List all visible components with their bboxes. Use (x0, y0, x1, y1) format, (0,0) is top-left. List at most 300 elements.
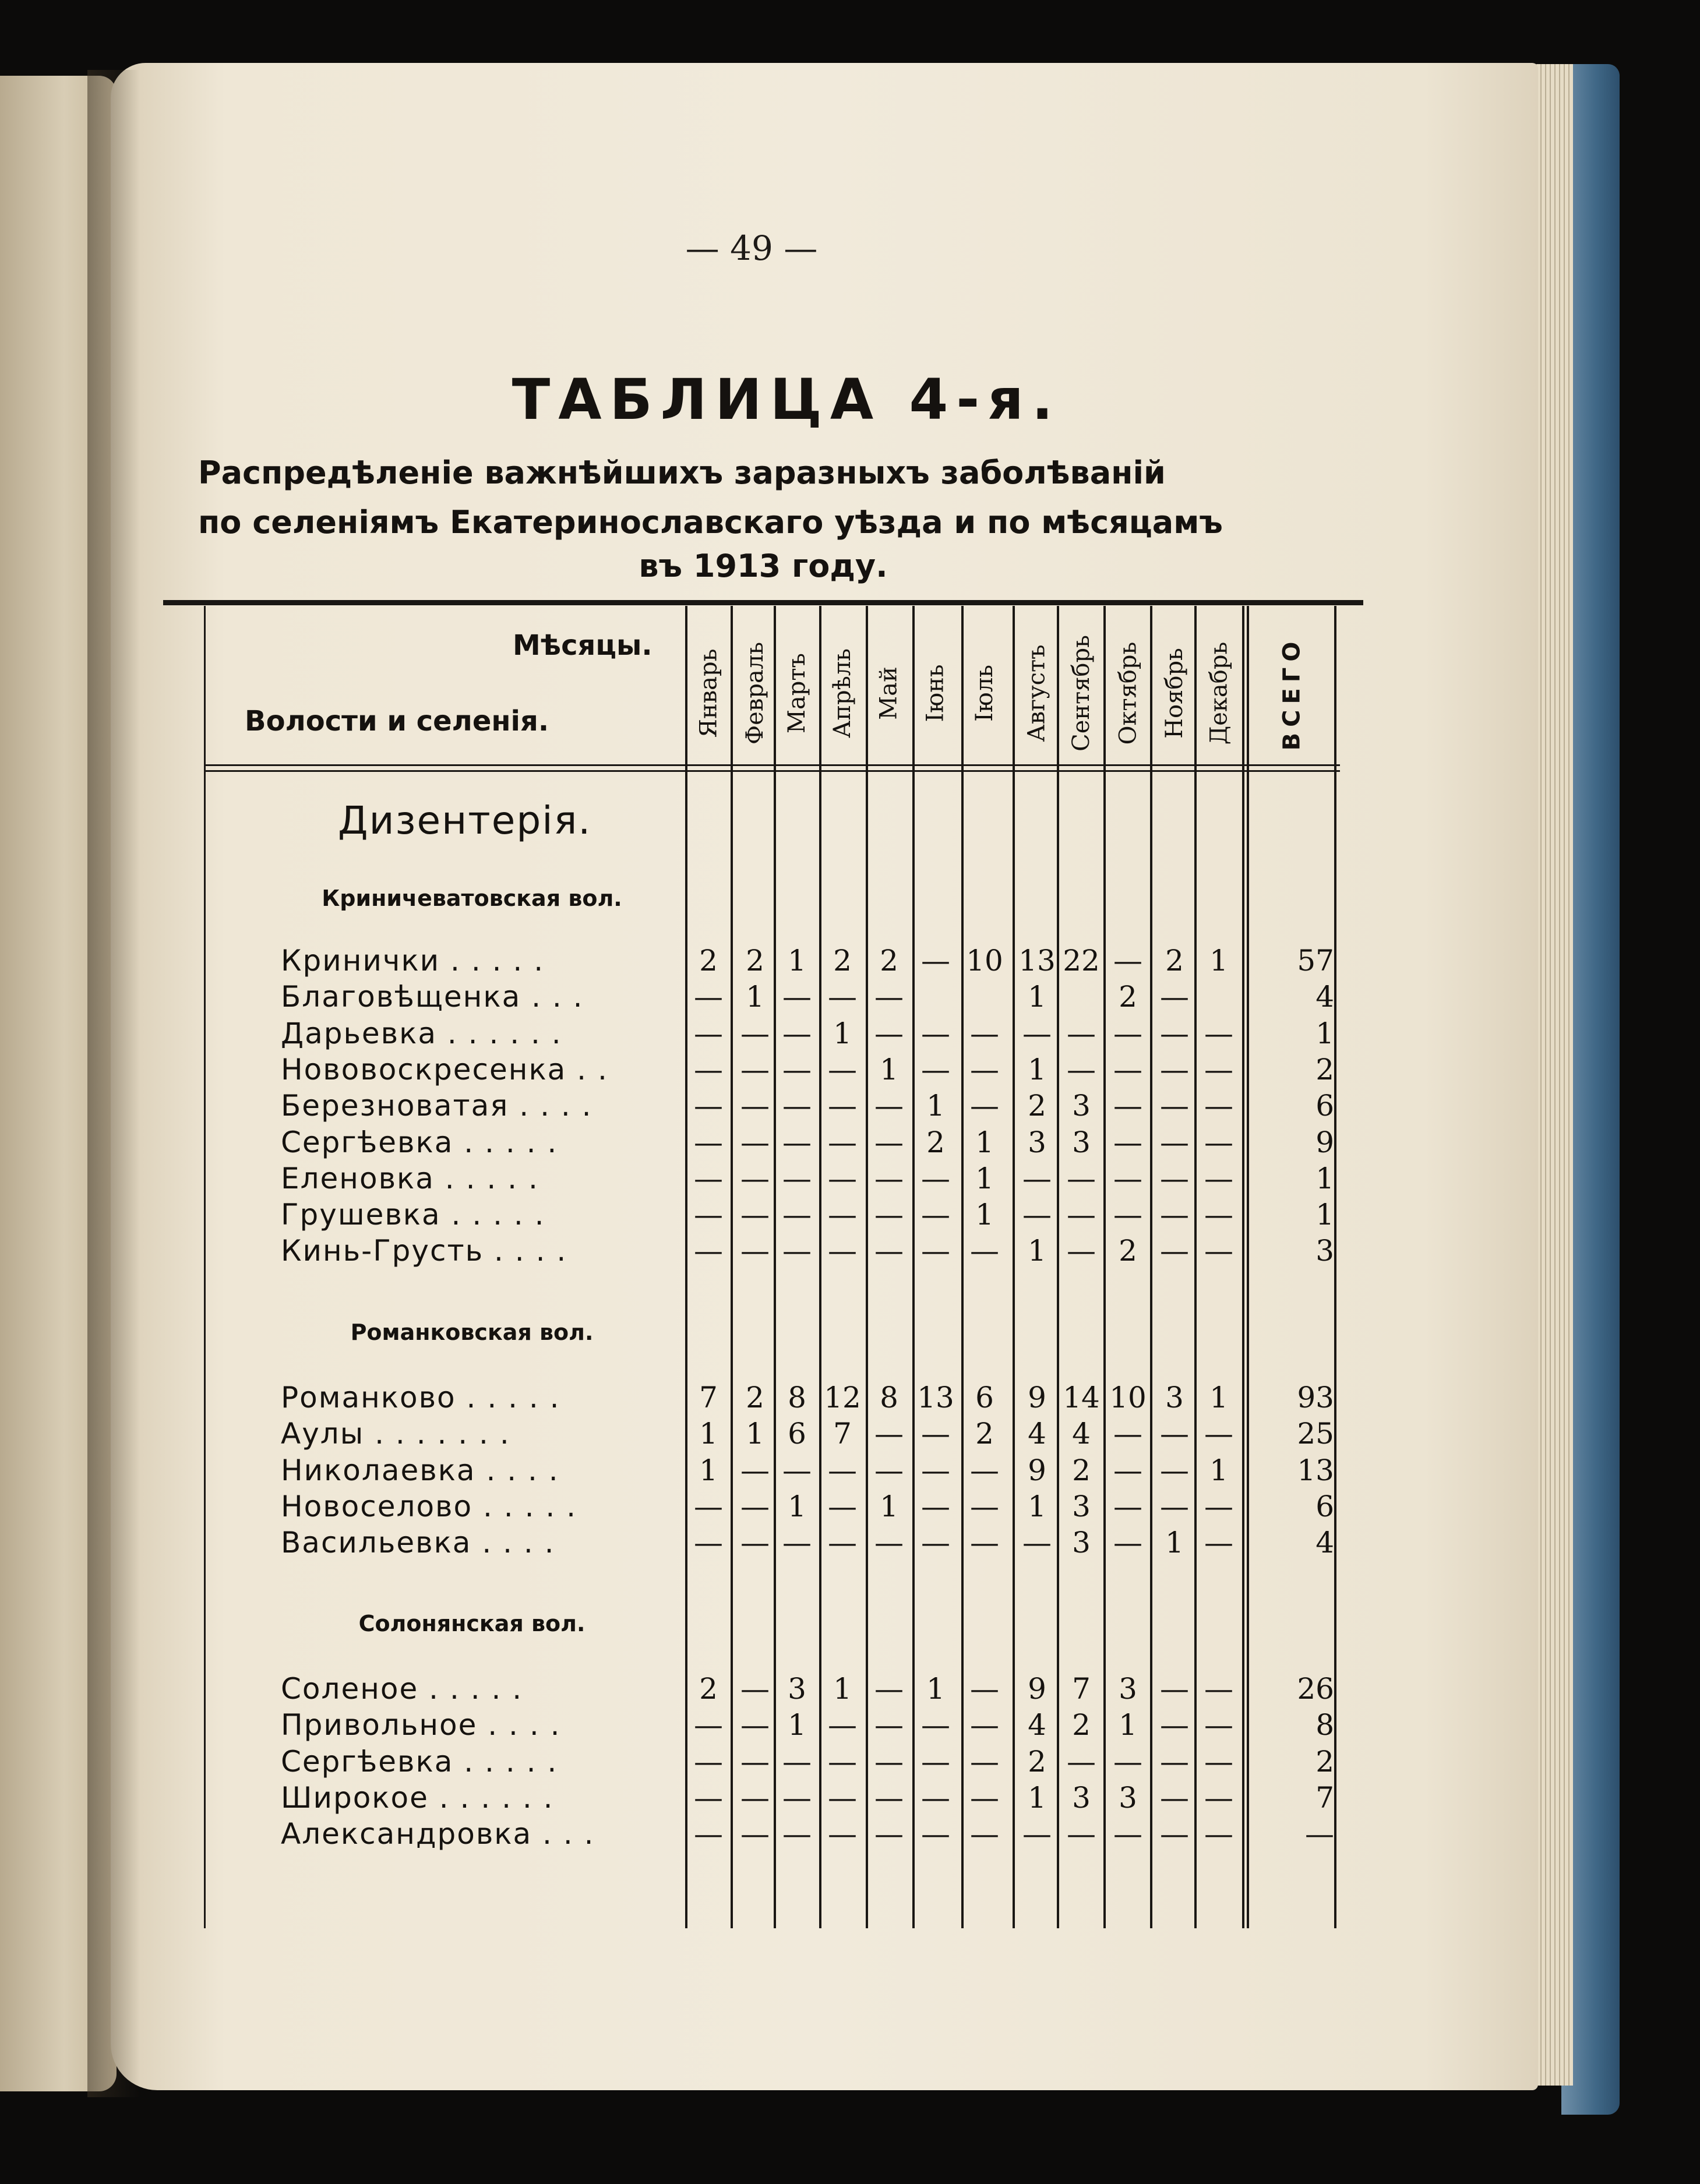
month-cell: 3 (1072, 1526, 1091, 1560)
total-header-label: ВСЕГО (1278, 636, 1306, 751)
month-cell: 1 (1209, 1453, 1228, 1487)
month-cell: 3 (1072, 1780, 1091, 1815)
total-cell: 93 (1297, 1381, 1334, 1414)
month-cell: 1 (788, 1708, 806, 1742)
month-header-label: Іюнь (922, 664, 949, 722)
subtitle-line-3: въ 1913 году. (639, 548, 888, 584)
month-cell: 2 (1165, 944, 1184, 978)
month-cell: — (970, 1089, 999, 1123)
month-header-label: Сентябрь (1068, 635, 1095, 751)
month-cell: — (1204, 1708, 1233, 1742)
table-row (0, 1817, 1700, 1853)
month-cell: 2 (1072, 1453, 1091, 1487)
month-cell: 1 (788, 944, 806, 978)
settlement-name: Дарьевка . . . . . . (281, 1016, 562, 1050)
table-row (0, 1162, 1700, 1198)
month-cell: 2 (1028, 1089, 1046, 1123)
month-cell: 4 (1028, 1417, 1046, 1451)
month-cell: 7 (833, 1417, 852, 1451)
total-cell: — (1305, 1817, 1334, 1851)
month-cell: — (874, 1744, 904, 1779)
month-cell: — (1113, 944, 1142, 978)
settlement-name: Кринички . . . . . (281, 944, 545, 978)
month-cell: 2 (1119, 980, 1137, 1014)
month-header-label: Октябрь (1114, 641, 1141, 745)
month-cell: — (740, 1161, 770, 1195)
month-cell: — (1204, 1198, 1233, 1232)
month-cell: — (740, 1234, 770, 1268)
month-cell: — (1067, 1052, 1096, 1086)
month-cell: 2 (699, 944, 718, 978)
total-cell: 13 (1297, 1453, 1334, 1487)
total-cell: 1 (1315, 1016, 1334, 1050)
month-cell: — (921, 1198, 950, 1232)
month-cell: — (1204, 1125, 1233, 1159)
month-cell: — (740, 1125, 770, 1159)
month-cell: 2 (746, 1381, 764, 1414)
month-cell: 1 (699, 1417, 718, 1451)
month-cell: 2 (975, 1417, 994, 1451)
month-cell: — (921, 1417, 950, 1451)
month-cell: 1 (880, 1489, 898, 1523)
settlement-name: Романково . . . . . (281, 1381, 560, 1414)
month-cell: — (1160, 1161, 1189, 1195)
month-cell: 7 (1072, 1672, 1091, 1706)
month-header (1015, 618, 1059, 769)
month-cell: — (1113, 1744, 1142, 1779)
month-cell: — (1160, 1417, 1189, 1451)
month-cell: — (782, 1817, 812, 1851)
month-cell: 1 (1028, 1234, 1046, 1268)
month-cell: 1 (1028, 980, 1046, 1014)
total-cell: 8 (1315, 1708, 1334, 1742)
month-cell: — (828, 1817, 857, 1851)
month-cell: — (1204, 1817, 1233, 1851)
month-cell: — (874, 1198, 904, 1232)
total-cell: 1 (1315, 1161, 1334, 1195)
month-cell: 10 (966, 944, 1003, 978)
month-cell: 22 (1063, 944, 1100, 978)
month-cell: 3 (1072, 1489, 1091, 1523)
month-cell: 3 (1165, 1381, 1184, 1414)
month-cell: — (1160, 1489, 1189, 1523)
month-cell: — (740, 1672, 770, 1706)
month-cell: — (1204, 1672, 1233, 1706)
month-header (1059, 618, 1103, 769)
month-cell: — (970, 1453, 999, 1487)
month-cell: 1 (1119, 1708, 1137, 1742)
settlement-name: Васильевка . . . . (281, 1526, 555, 1560)
month-cell: — (1204, 1161, 1233, 1195)
month-cell: 1 (975, 1198, 994, 1232)
settlement-name: Привольное . . . . (281, 1708, 561, 1742)
month-cell: — (921, 1780, 950, 1815)
month-cell: 13 (917, 1381, 954, 1414)
volost-title: Романковская вол. (350, 1319, 594, 1345)
month-cell: — (874, 1089, 904, 1123)
header-months-label: Мѣсяцы. (513, 629, 653, 662)
month-cell: 1 (1028, 1052, 1046, 1086)
month-cell: — (694, 1817, 723, 1851)
settlement-name: Николаевка . . . . (281, 1453, 559, 1487)
month-cell: 3 (1119, 1780, 1137, 1815)
month-cell: — (782, 1052, 812, 1086)
month-cell: — (782, 1234, 812, 1268)
month-cell: — (1160, 1453, 1189, 1487)
total-cell: 2 (1315, 1744, 1334, 1779)
month-header-label: Декабрь (1205, 641, 1233, 745)
settlement-name: Нововоскресенка . . (281, 1052, 608, 1086)
month-cell: 9 (1028, 1453, 1046, 1487)
month-cell: — (694, 1052, 723, 1086)
month-cell: — (694, 1161, 723, 1195)
settlement-name: Широкое . . . . . . (281, 1780, 554, 1815)
month-header (867, 618, 911, 769)
total-header (1265, 618, 1318, 769)
month-cell: 2 (699, 1672, 718, 1706)
month-cell: — (1022, 1016, 1052, 1050)
month-cell: 1 (1165, 1526, 1184, 1560)
month-header-label: Августъ (1024, 644, 1051, 742)
month-cell: — (874, 980, 904, 1014)
month-cell: — (1113, 1817, 1142, 1851)
month-header (1152, 618, 1197, 769)
header-places-label: Волости и селенія. (245, 705, 549, 738)
settlement-name: Сергѣевка . . . . . (281, 1125, 558, 1159)
month-cell: — (1113, 1161, 1142, 1195)
month-cell: — (1160, 1234, 1189, 1268)
month-cell: — (828, 1744, 857, 1779)
month-cell: 8 (788, 1381, 806, 1414)
month-cell: — (1022, 1817, 1052, 1851)
month-cell: 12 (824, 1381, 861, 1414)
month-cell: — (1067, 1161, 1096, 1195)
month-cell: — (782, 1161, 812, 1195)
month-cell: — (874, 1672, 904, 1706)
settlement-name: Березноватая . . . . (281, 1089, 592, 1123)
month-cell: — (874, 1125, 904, 1159)
settlement-name: Кинь-Грусть . . . . (281, 1234, 567, 1268)
month-cell: — (1113, 1417, 1142, 1451)
month-cell: — (1067, 1016, 1096, 1050)
month-cell: — (740, 1016, 770, 1050)
month-cell: — (1022, 1161, 1052, 1195)
month-cell: — (1204, 1052, 1233, 1086)
settlement-name: Грушевка . . . . . (281, 1198, 545, 1232)
month-header-label: Іюль (971, 665, 998, 722)
month-cell: — (1160, 1016, 1189, 1050)
month-cell: — (694, 1708, 723, 1742)
table-row (0, 1453, 1700, 1490)
month-cell: 3 (1072, 1089, 1091, 1123)
month-cell: 6 (788, 1417, 806, 1451)
settlement-name: Сергѣевка . . . . . (281, 1744, 558, 1779)
month-cell: 2 (1028, 1744, 1046, 1779)
total-cell: 7 (1315, 1780, 1334, 1815)
settlement-name: Новоселово . . . . . (281, 1489, 577, 1523)
month-header-label: Январь (695, 648, 722, 738)
month-header-label: Ноябрь (1161, 648, 1188, 739)
month-cell: — (694, 1234, 723, 1268)
month-cell: — (1204, 1417, 1233, 1451)
month-cell: — (1160, 1125, 1189, 1159)
total-cell: 9 (1315, 1125, 1334, 1159)
month-cell: — (828, 1708, 857, 1742)
volost-title: Солонянская вол. (358, 1611, 586, 1636)
month-cell: — (828, 1052, 857, 1086)
month-cell: 3 (1028, 1125, 1046, 1159)
table-row (0, 1381, 1700, 1417)
total-cell: 4 (1315, 1526, 1334, 1560)
month-cell: — (782, 1125, 812, 1159)
month-cell: — (921, 1052, 950, 1086)
month-header-label: Апрѣль (829, 648, 856, 738)
month-cell: — (782, 1526, 812, 1560)
table-row (0, 1234, 1700, 1270)
month-cell: — (1113, 1089, 1142, 1123)
month-cell: — (1067, 1817, 1096, 1851)
month-cell: 3 (1119, 1672, 1137, 1706)
month-cell: 1 (833, 1016, 852, 1050)
month-cell: — (694, 1016, 723, 1050)
month-cell: — (921, 1453, 950, 1487)
month-cell: — (1204, 1089, 1233, 1123)
total-cell: 4 (1315, 980, 1334, 1014)
month-cell: — (694, 1198, 723, 1232)
month-header (733, 618, 777, 769)
table-row (0, 1708, 1700, 1744)
month-header-label: Мартъ (784, 653, 810, 733)
month-cell: — (694, 1125, 723, 1159)
month-cell: — (1113, 1125, 1142, 1159)
month-cell: 8 (880, 1381, 898, 1414)
month-cell: — (970, 1234, 999, 1268)
month-cell: — (694, 980, 723, 1014)
month-cell: — (1067, 1744, 1096, 1779)
month-cell: — (740, 1744, 770, 1779)
month-cell: — (828, 1780, 857, 1815)
month-cell: — (740, 1780, 770, 1815)
month-cell: 1 (833, 1672, 852, 1706)
month-cell: — (782, 1744, 812, 1779)
month-cell: — (874, 1526, 904, 1560)
month-header (686, 618, 731, 769)
month-cell: — (694, 1489, 723, 1523)
month-cell: — (694, 1089, 723, 1123)
month-cell: — (782, 1453, 812, 1487)
month-cell: 2 (1119, 1234, 1137, 1268)
month-cell: 10 (1109, 1381, 1147, 1414)
month-cell: 4 (1028, 1708, 1046, 1742)
total-cell: 6 (1315, 1489, 1334, 1523)
month-cell: — (1204, 1526, 1233, 1560)
month-cell: 2 (833, 944, 852, 978)
total-cell: 26 (1297, 1672, 1334, 1706)
month-cell: 1 (880, 1052, 898, 1086)
settlement-name: Аулы . . . . . . . (281, 1417, 510, 1451)
month-cell: — (874, 1417, 904, 1451)
month-header (914, 618, 958, 769)
month-cell: — (740, 1198, 770, 1232)
month-cell: 2 (880, 944, 898, 978)
month-cell: — (740, 1817, 770, 1851)
total-cell: 3 (1315, 1234, 1334, 1268)
subtitle-line-1: Распредѣленіе важнѣйшихъ заразныхъ заболѣваній (198, 454, 1166, 491)
month-cell: 9 (1028, 1381, 1046, 1414)
month-cell: — (828, 1198, 857, 1232)
month-cell: 3 (788, 1672, 806, 1706)
table-row (0, 1526, 1700, 1562)
month-cell: — (874, 1708, 904, 1742)
month-cell: — (1160, 980, 1189, 1014)
month-cell: — (740, 1708, 770, 1742)
month-cell: 1 (975, 1161, 994, 1195)
month-cell: 1 (1209, 1381, 1228, 1414)
month-cell: — (1160, 1708, 1189, 1742)
month-cell: — (970, 1672, 999, 1706)
table-row (0, 1125, 1700, 1162)
month-cell: — (782, 980, 812, 1014)
month-cell: — (740, 1526, 770, 1560)
month-cell: — (921, 944, 950, 978)
table-row (0, 1089, 1700, 1125)
month-cell: — (970, 1489, 999, 1523)
month-cell: — (1022, 1526, 1052, 1560)
month-cell: — (874, 1453, 904, 1487)
settlement-name: Благовѣщенка . . . (281, 980, 584, 1014)
table-row (0, 980, 1700, 1016)
month-cell: — (828, 1089, 857, 1123)
month-cell: — (1067, 1198, 1096, 1232)
month-cell: — (921, 1489, 950, 1523)
month-cell: 2 (926, 1125, 945, 1159)
table-row (0, 1417, 1700, 1453)
month-cell: 1 (926, 1672, 945, 1706)
month-cell: — (1067, 1234, 1096, 1268)
month-cell: — (1160, 1780, 1189, 1815)
month-cell: 14 (1063, 1381, 1100, 1414)
month-header (820, 618, 865, 769)
month-cell: — (921, 1526, 950, 1560)
month-cell: — (694, 1780, 723, 1815)
month-cell: — (1160, 1672, 1189, 1706)
total-cell: 57 (1297, 944, 1334, 978)
table-row (0, 1198, 1700, 1234)
month-cell: — (970, 1052, 999, 1086)
month-cell: — (1113, 1016, 1142, 1050)
month-cell: — (1160, 1089, 1189, 1123)
month-cell: 9 (1028, 1672, 1046, 1706)
month-header (1197, 618, 1241, 769)
month-cell: — (1204, 1780, 1233, 1815)
month-cell: — (970, 1708, 999, 1742)
month-cell: 1 (788, 1489, 806, 1523)
month-cell: — (828, 1526, 857, 1560)
month-cell: — (970, 1016, 999, 1050)
month-header (775, 618, 819, 769)
month-cell: — (694, 1744, 723, 1779)
month-cell: — (740, 1453, 770, 1487)
month-cell: 2 (746, 944, 764, 978)
month-header (962, 618, 1007, 769)
month-cell: — (874, 1817, 904, 1851)
month-cell: — (1160, 1744, 1189, 1779)
month-cell: — (1022, 1198, 1052, 1232)
month-cell: 1 (746, 980, 764, 1014)
total-cell: 2 (1315, 1052, 1334, 1086)
month-cell: — (782, 1016, 812, 1050)
month-header-label: Май (876, 666, 902, 720)
month-cell: — (1204, 1489, 1233, 1523)
month-cell: — (1204, 1234, 1233, 1268)
month-cell: — (1160, 1198, 1189, 1232)
month-cell: — (1113, 1052, 1142, 1086)
month-cell: 3 (1072, 1125, 1091, 1159)
month-cell: 4 (1072, 1417, 1091, 1451)
month-cell: — (782, 1198, 812, 1232)
month-cell: — (828, 1161, 857, 1195)
month-header-label: Февраль (742, 641, 769, 745)
table-title: ТАБЛИЦА 4-я. (512, 367, 1061, 432)
settlement-name: Александровка . . . (281, 1817, 595, 1851)
month-cell: — (1160, 1817, 1189, 1851)
month-cell: — (694, 1526, 723, 1560)
total-cell: 25 (1297, 1417, 1334, 1451)
month-cell: — (828, 980, 857, 1014)
month-cell: — (874, 1234, 904, 1268)
month-cell: — (1204, 1016, 1233, 1050)
month-cell: — (1204, 1744, 1233, 1779)
month-cell: 2 (1072, 1708, 1091, 1742)
month-cell: — (1113, 1198, 1142, 1232)
month-cell: 1 (975, 1125, 994, 1159)
table-row (0, 1781, 1700, 1817)
month-cell: — (782, 1780, 812, 1815)
table-row (0, 1745, 1700, 1781)
disease-section-title: Дизентерія. (338, 798, 592, 843)
month-cell: — (921, 1744, 950, 1779)
month-cell: — (874, 1161, 904, 1195)
month-cell: — (970, 1744, 999, 1779)
month-cell: — (828, 1125, 857, 1159)
month-cell: — (970, 1817, 999, 1851)
month-cell: — (921, 1234, 950, 1268)
table-top-rule (163, 600, 1363, 605)
settlement-name: Соленое . . . . . (281, 1672, 523, 1706)
month-cell: 7 (699, 1381, 718, 1414)
month-cell: 1 (1028, 1780, 1046, 1815)
month-cell: — (970, 1526, 999, 1560)
month-cell: — (782, 1089, 812, 1123)
table-row (0, 1672, 1700, 1708)
month-cell: — (921, 1161, 950, 1195)
month-cell: — (740, 1089, 770, 1123)
total-cell: 1 (1315, 1198, 1334, 1232)
page-number: — 49 — (685, 228, 818, 268)
month-cell: — (1113, 1453, 1142, 1487)
header-bottom-rule-2 (204, 770, 1340, 772)
month-cell: 1 (926, 1089, 945, 1123)
month-cell: — (921, 1708, 950, 1742)
month-cell: — (921, 1817, 950, 1851)
month-cell: — (874, 1016, 904, 1050)
table-row (0, 944, 1700, 980)
month-cell: 1 (1028, 1489, 1046, 1523)
month-cell: — (828, 1489, 857, 1523)
month-cell: — (828, 1453, 857, 1487)
table-row (0, 1017, 1700, 1053)
month-cell: 1 (746, 1417, 764, 1451)
